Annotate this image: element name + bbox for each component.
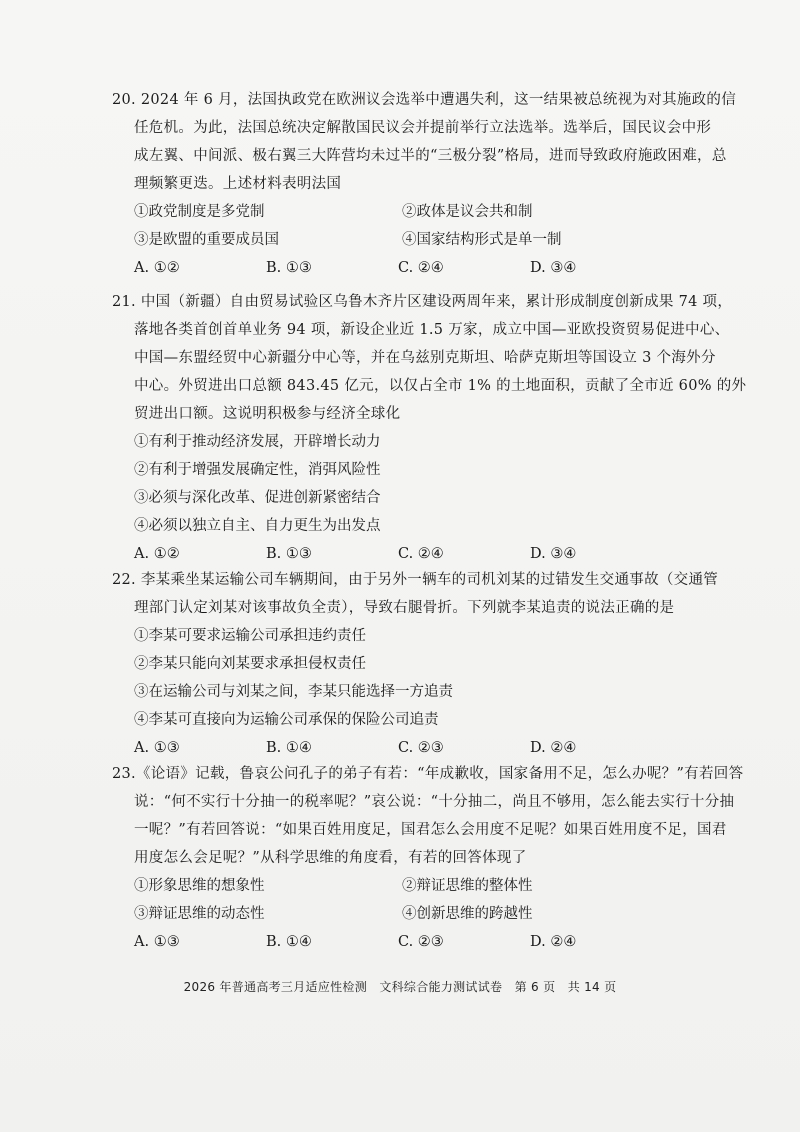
option-1: ①政党制度是多党制 xyxy=(134,204,265,220)
answer-c: C. ②④ xyxy=(398,546,444,562)
answer-a: A. ①② xyxy=(134,260,180,276)
option-1: ①有利于推动经济发展，开辟增长动力 xyxy=(134,434,381,450)
option-row xyxy=(112,226,692,254)
option-4: ④李某可直接向为运输公司承保的保险公司追责 xyxy=(134,712,439,728)
option-2: ②辩证思维的整体性 xyxy=(402,878,533,894)
option-4: ④必须以独立自主、自力更生为出发点 xyxy=(134,518,381,534)
stem-line: 任危机。为此，法国总统决定解散国民议会并提前举行立法选举。选举后，国民议会中形 xyxy=(134,120,712,136)
stem-line: 说：“何不实行十分抽一的税率呢？”哀公说：“十分抽二，尚且不够用，怎么能去实行十分抽 xyxy=(134,794,735,810)
answer-choices xyxy=(112,254,692,282)
answer-d: D. ②④ xyxy=(530,740,577,756)
stem-line: 一呢？”有若回答说：“如果百姓用度足，国君怎么会用度不足呢？如果百姓用度不足，国君 xyxy=(134,822,727,838)
question-23 xyxy=(112,760,744,956)
question-stem xyxy=(112,566,719,622)
option-4: ④创新思维的跨越性 xyxy=(402,906,533,922)
stem-line: 22. 李某乘坐某运输公司车辆期间，由于另外一辆车的司机刘某的过错发生交通事故（交通管 xyxy=(112,572,719,588)
answer-c: C. ②③ xyxy=(398,934,444,950)
answer-d: D. ③④ xyxy=(530,260,577,276)
question-22 xyxy=(112,566,719,762)
stem-line: 21. 中国（新疆）自由贸易试验区乌鲁木齐片区建设两周年来，累计形成制度创新成果 74 项， xyxy=(112,294,733,310)
answer-c: C. ②④ xyxy=(398,260,444,276)
stem-line: 落地各类首创首单业务 94 项，新设企业近 1.5 万家，成立中国—亚欧投资贸易促进中心、 xyxy=(134,322,730,338)
answer-choices xyxy=(112,928,692,956)
answer-c: C. ②③ xyxy=(398,740,444,756)
question-stem xyxy=(112,86,737,198)
stem-line: 理频繁更迭。上述材料表明法国 xyxy=(134,176,342,192)
stem-line: 成左翼、中间派、极右翼三大阵营均未过半的“三极分裂”格局，进而导致政府施政困难，总 xyxy=(134,148,727,164)
question-21 xyxy=(112,288,747,568)
page-footer: 2026 年普通高考三月适应性检测 文科综合能力测试试卷 第 6 页 共 14 页 xyxy=(183,980,617,994)
option-row xyxy=(112,872,692,900)
option-1: ①李某可要求运输公司承担违约责任 xyxy=(134,628,366,644)
answer-a: A. ①③ xyxy=(134,740,180,756)
option-4: ④国家结构形式是单一制 xyxy=(402,232,562,248)
answer-b: B. ①④ xyxy=(266,740,312,756)
option-3: ③在运输公司与刘某之间，李某只能选择一方追责 xyxy=(134,684,453,700)
answer-a: A. ①② xyxy=(134,546,180,562)
stem-line: 理部门认定刘某对该事故负全责），导致右腿骨折。下列就李某追责的说法正确的是 xyxy=(134,600,675,616)
answer-a: A. ①③ xyxy=(134,934,180,950)
stem-line: 20. 2024 年 6 月，法国执政党在欧洲议会选举中遭遇失利，这一结果被总统视为对其施政的信 xyxy=(112,92,737,108)
option-2: ②政体是议会共和制 xyxy=(402,204,533,220)
answer-d: D. ②④ xyxy=(530,934,577,950)
question-20 xyxy=(112,86,737,282)
answer-b: B. ①④ xyxy=(266,934,312,950)
stem-line: 中心。外贸进出口总额 843.45 亿元，以仅占全市 1% 的土地面积，贡献了全市近 60% 的外 xyxy=(134,378,747,394)
option-3: ③必须与深化改革、促进创新紧密结合 xyxy=(134,490,381,506)
stem-line: 23.《论语》记载，鲁哀公问孔子的弟子有若：“年成歉收，国家备用不足，怎么办呢？”有若回答 xyxy=(112,766,744,782)
question-stem xyxy=(112,288,747,428)
question-stem xyxy=(112,760,744,872)
answer-choices xyxy=(112,540,692,568)
option-2: ②有利于增强发展确定性，消弭风险性 xyxy=(134,462,381,478)
answer-b: B. ①③ xyxy=(266,260,312,276)
answer-b: B. ①③ xyxy=(266,546,312,562)
stem-line: 贸进出口额。这说明积极参与经济全球化 xyxy=(134,406,401,422)
option-row xyxy=(112,900,692,928)
answer-d: D. ③④ xyxy=(530,546,577,562)
stem-line: 用度怎么会足呢？”从科学思维的角度看，有若的回答体现了 xyxy=(134,850,527,866)
option-row xyxy=(112,198,692,226)
option-3: ③是欧盟的重要成员国 xyxy=(134,232,279,248)
option-3: ③辩证思维的动态性 xyxy=(134,906,265,922)
option-1: ①形象思维的想象性 xyxy=(134,878,265,894)
option-2: ②李某只能向刘某要求承担侵权责任 xyxy=(134,656,366,672)
stem-line: 中国—东盟经贸中心新疆分中心等，并在乌兹别克斯坦、哈萨克斯坦等国设立 3 个海外分 xyxy=(134,350,716,366)
answer-choices xyxy=(112,734,692,762)
